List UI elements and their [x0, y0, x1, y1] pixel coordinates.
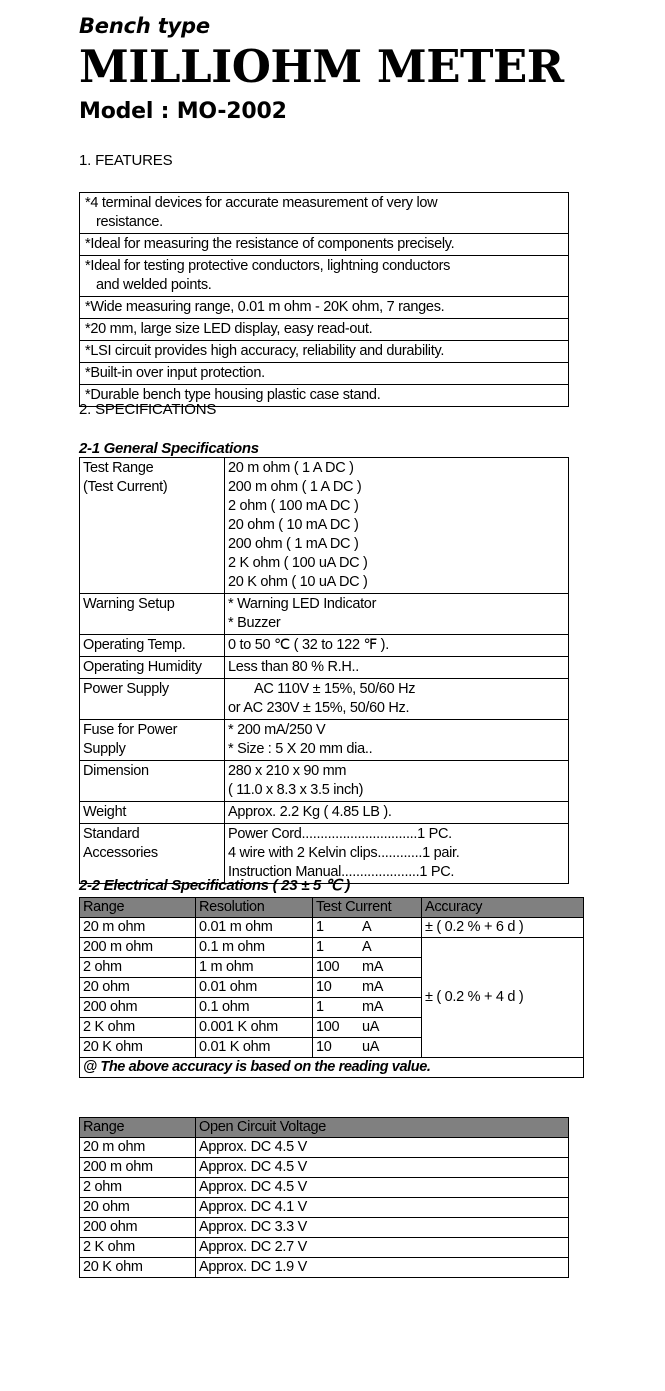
column-header-test-current: Test Current [313, 898, 422, 918]
test-range-item: 20 K ohm ( 10 uA DC ) [228, 574, 368, 590]
test-range-item: 20 m ohm ( 1 A DC ) [228, 460, 354, 476]
cell-range: 20 m ohm [80, 1138, 196, 1158]
label-line: Accessories [83, 845, 158, 861]
table-row [80, 319, 569, 341]
current-unit: A [362, 919, 372, 935]
spec-label-weight: Weight [80, 802, 225, 824]
dimension-line: ( 11.0 x 8.3 x 3.5 inch) [228, 782, 364, 798]
cell-resolution: 0.01 ohm [196, 978, 313, 998]
accuracy-footnote: @ The above accuracy is based on the reading value. [80, 1058, 584, 1078]
table-row [80, 1198, 569, 1218]
cell-range: 20 m ohm [80, 918, 196, 938]
label-line: Supply [83, 741, 126, 757]
table-row [80, 1138, 569, 1158]
cell-voltage: Approx. DC 4.1 V [196, 1198, 569, 1218]
current-value: 1 [316, 919, 324, 935]
cell-range: 200 m ohm [80, 1158, 196, 1178]
cell-range: 200 ohm [80, 998, 196, 1018]
cell-voltage: Approx. DC 1.9 V [196, 1258, 569, 1278]
current-value: 1 [316, 999, 324, 1015]
cell-range: 20 ohm [80, 1198, 196, 1218]
table-row [80, 635, 569, 657]
cell-test-current [313, 1038, 422, 1058]
column-header-range: Range [80, 1118, 196, 1138]
current-value: 100 [316, 959, 340, 975]
current-unit: A [362, 939, 372, 955]
table-header-row [80, 1118, 569, 1138]
spec-label-operating-humidity: Operating Humidity [80, 657, 225, 679]
label-line: Test Range [83, 460, 154, 476]
table-row [80, 193, 569, 234]
table-row [80, 458, 569, 594]
spec-value-fuse [225, 720, 569, 761]
table-row [80, 1158, 569, 1178]
cell-accuracy-first: ± ( 0.2 % + 6 d ) [422, 918, 584, 938]
feature-text: *Wide measuring range, 0.01 m ohm - 20K ohm, 7 ranges. [85, 299, 445, 315]
cell-voltage: Approx. DC 3.3 V [196, 1218, 569, 1238]
feature-text: *Ideal for testing protective conductors, lightning conductors [85, 258, 451, 274]
fuse-line: * 200 mA/250 V [228, 722, 326, 738]
cell-range: 20 ohm [80, 978, 196, 998]
spec-value-power-supply [225, 679, 569, 720]
table-row [80, 341, 569, 363]
features-table [79, 192, 569, 407]
cell-resolution: 1 m ohm [196, 958, 313, 978]
spec-label-power-supply: Power Supply [80, 679, 225, 720]
spec-label-accessories [80, 824, 225, 884]
spec-label-operating-temp: Operating Temp. [80, 635, 225, 657]
features-heading: 1. FEATURES [79, 152, 173, 169]
cell-range: 2 ohm [80, 958, 196, 978]
cell-voltage: Approx. DC 4.5 V [196, 1138, 569, 1158]
feature-cell [80, 234, 569, 256]
table-row [80, 918, 584, 938]
cell-range: 200 ohm [80, 1218, 196, 1238]
table-row [80, 256, 569, 297]
table-row [80, 720, 569, 761]
spec-value-operating-temp: 0 to 50 ℃ ( 32 to 122 ℉ ). [225, 635, 569, 657]
feature-text-cont: and welded points. [96, 277, 212, 293]
spec-value-warning-setup [225, 594, 569, 635]
cell-voltage: Approx. DC 4.5 V [196, 1178, 569, 1198]
warning-item: * Buzzer [228, 615, 281, 631]
test-range-item: 20 ohm ( 10 mA DC ) [228, 517, 359, 533]
current-unit: mA [362, 959, 384, 975]
table-row [80, 297, 569, 319]
model-number: Model : MO-2002 [79, 99, 287, 124]
table-row [80, 657, 569, 679]
feature-cell [80, 297, 569, 319]
cell-range: 2 K ohm [80, 1238, 196, 1258]
cell-test-current [313, 1018, 422, 1038]
label-line: Fuse for Power [83, 722, 178, 738]
current-unit: mA [362, 999, 384, 1015]
electrical-specifications-heading: 2-2 Electrical Specifications ( 23 ± 5 ℃ ) [79, 877, 350, 894]
table-row [80, 824, 569, 884]
cell-resolution: 0.01 m ohm [196, 918, 313, 938]
warning-item: * Warning LED Indicator [228, 596, 377, 612]
spec-value-dimension [225, 761, 569, 802]
feature-text: *LSI circuit provides high accuracy, reliability and durability. [85, 343, 445, 359]
fuse-line: * Size : 5 X 20 mm dia.. [228, 741, 373, 757]
feature-text: *Durable bench type housing plastic case stand. [85, 387, 381, 403]
current-unit: uA [362, 1019, 380, 1035]
spec-value-weight: Approx. 2.2 Kg ( 4.85 LB ). [225, 802, 569, 824]
table-row [80, 938, 584, 958]
cell-range: 2 K ohm [80, 1018, 196, 1038]
column-header-range: Range [80, 898, 196, 918]
open-circuit-voltage-table [79, 1117, 569, 1278]
feature-cell [80, 193, 569, 234]
test-range-item: 200 m ohm ( 1 A DC ) [228, 479, 362, 495]
feature-text: *20 mm, large size LED display, easy read-out. [85, 321, 373, 337]
feature-cell [80, 363, 569, 385]
page-title: MILLIOHM METER [79, 40, 564, 93]
cell-range: 20 K ohm [80, 1258, 196, 1278]
table-row [80, 363, 569, 385]
test-range-item: 2 ohm ( 100 mA DC ) [228, 498, 359, 514]
table-row [80, 679, 569, 720]
cell-resolution: 0.001 K ohm [196, 1018, 313, 1038]
table-row [80, 234, 569, 256]
current-unit: mA [362, 979, 384, 995]
spec-value-operating-humidity: Less than 80 % R.H.. [225, 657, 569, 679]
current-value: 1 [316, 939, 324, 955]
electrical-specifications-table [79, 897, 584, 1078]
feature-cell [80, 256, 569, 297]
feature-text: *Ideal for measuring the resistance of components precisely. [85, 236, 455, 252]
general-specifications-table [79, 457, 569, 884]
column-header-open-circuit-voltage: Open Circuit Voltage [196, 1118, 569, 1138]
cell-test-current [313, 978, 422, 998]
current-unit: uA [362, 1039, 380, 1055]
cell-resolution: 0.1 ohm [196, 998, 313, 1018]
feature-cell [80, 319, 569, 341]
cell-resolution: 0.1 m ohm [196, 938, 313, 958]
general-specifications-heading: 2-1 General Specifications [79, 440, 259, 457]
feature-text-cont: resistance. [96, 214, 163, 230]
current-value: 10 [316, 979, 332, 995]
specifications-heading: 2. SPECIFICATIONS [79, 401, 217, 418]
spec-label-test-range [80, 458, 225, 594]
feature-text: *4 terminal devices for accurate measurement of very low [85, 195, 438, 211]
table-row [80, 1218, 569, 1238]
test-range-item: 200 ohm ( 1 mA DC ) [228, 536, 359, 552]
table-row [80, 594, 569, 635]
table-row [80, 1238, 569, 1258]
table-row [80, 761, 569, 802]
power-line: AC 110V ± 15%, 50/60 Hz [254, 681, 416, 697]
test-range-item: 2 K ohm ( 100 uA DC ) [228, 555, 368, 571]
feature-text: *Built-in over input protection. [85, 365, 265, 381]
spec-value-test-range [225, 458, 569, 594]
accessory-item: 4 wire with 2 Kelvin clips............1 pair. [228, 845, 460, 861]
table-row [80, 1178, 569, 1198]
accessory-item: Instruction Manual.....................1 PC. [228, 864, 455, 880]
power-line: or AC 230V ± 15%, 50/60 Hz. [228, 700, 410, 716]
feature-cell [80, 341, 569, 363]
cell-range: 20 K ohm [80, 1038, 196, 1058]
dimension-line: 280 x 210 x 90 mm [228, 763, 347, 779]
column-header-resolution: Resolution [196, 898, 313, 918]
cell-voltage: Approx. DC 4.5 V [196, 1158, 569, 1178]
cell-test-current [313, 918, 422, 938]
cell-resolution: 0.01 K ohm [196, 1038, 313, 1058]
cell-test-current [313, 958, 422, 978]
cell-range: 200 m ohm [80, 938, 196, 958]
cell-range: 2 ohm [80, 1178, 196, 1198]
cell-test-current [313, 998, 422, 1018]
cell-accuracy-rest: ± ( 0.2 % + 4 d ) [422, 938, 584, 1058]
table-footnote-row [80, 1058, 584, 1078]
cell-voltage: Approx. DC 2.7 V [196, 1238, 569, 1258]
spec-label-fuse [80, 720, 225, 761]
current-value: 10 [316, 1039, 332, 1055]
label-line: (Test Current) [83, 479, 168, 495]
current-value: 100 [316, 1019, 340, 1035]
spec-label-warning-setup: Warning Setup [80, 594, 225, 635]
cell-test-current [313, 938, 422, 958]
accessory-item: Power Cord...............................1 PC. [228, 826, 452, 842]
column-header-accuracy: Accuracy [422, 898, 584, 918]
label-line: Standard [83, 826, 140, 842]
bench-type-supertitle: Bench type [79, 14, 210, 38]
spec-value-accessories [225, 824, 569, 884]
table-row [80, 1258, 569, 1278]
spec-label-dimension: Dimension [80, 761, 225, 802]
table-row [80, 802, 569, 824]
table-header-row [80, 898, 584, 918]
